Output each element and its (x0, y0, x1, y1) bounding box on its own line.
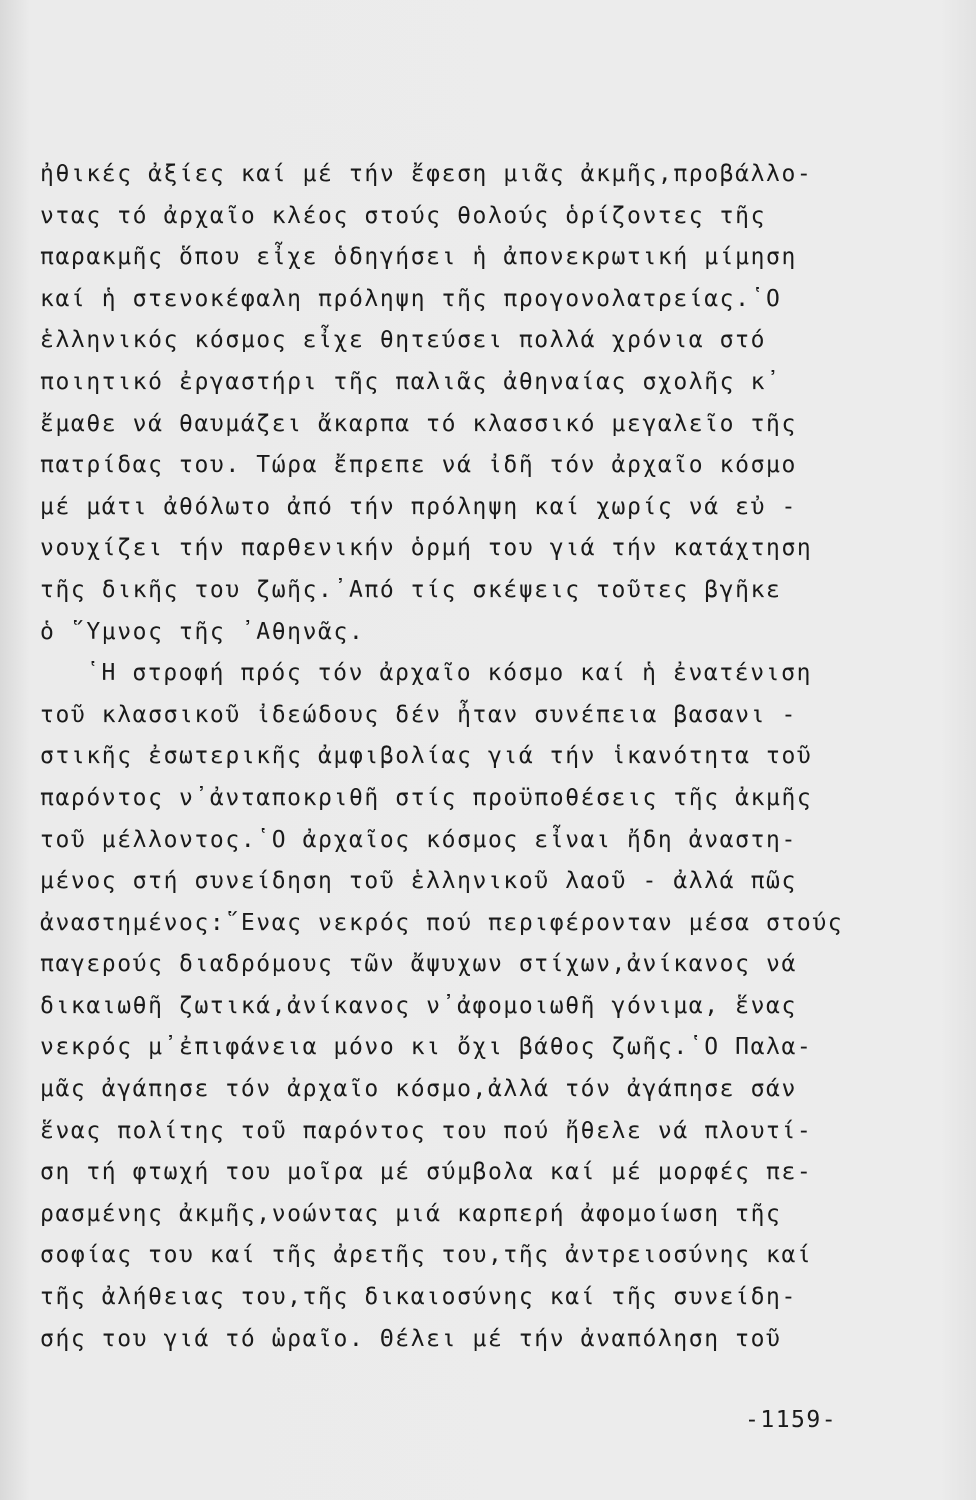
text-line: τῆς δικῆς του ζωῆς.᾽Από τίς σκέψεις τοῦτες βγῆκε (40, 576, 782, 603)
text-line: ἑλληνικός κόσμος εἶχε θητεύσει πολλά χρόνια στό (40, 327, 767, 354)
text-line: πατρίδας του. Τώρα ἔπρεπε νά ἰδῆ τόν ἀρχαῖο κόσμο (40, 452, 797, 479)
text-line: ἀναστημένος:῞Ενας νεκρός πού περιφέρονταν μέσα στούς (40, 909, 844, 936)
text-line: σοφίας του καί τῆς ἀρετῆς του,τῆς ἀντρειοσύνης καί (40, 1242, 813, 1269)
text-line: παγερούς διαδρόμους τῶν ἄψυχων στίχων,ἀνίκανος νά (40, 951, 797, 978)
text-line: ση τή φτωχή του μοῖρα μέ σύμβολα καί μέ μορφές πε- (40, 1159, 813, 1186)
text-line: δικαιωθῆ ζωτικά,ἀνίκανος ν᾽ἀφομοιωθῆ γόνιμα, ἕνας (40, 992, 797, 1019)
text-line: μέ μάτι ἀθόλωτο ἀπό τήν πρόληψη καί χωρίς νά εὐ - (40, 493, 797, 520)
text-line: παρόντος ν᾽ἀνταποκριθῆ στίς προϋποθέσεις τῆς ἀκμῆς (40, 784, 813, 811)
text-line: νουχίζει τήν παρθενικήν ὁρμή του γιά τήν κατάχτηση (40, 535, 813, 562)
text-line: ρασμένης ἀκμῆς,νοώντας μιά καρπερή ἀφομοίωση τῆς (40, 1200, 782, 1227)
text-line: ποιητικό ἐργαστήρι τῆς παλιᾶς ἀθηναίας σχολῆς κ᾽ (40, 368, 782, 395)
text-line: ἠθικές ἀξίες καί μέ τήν ἔφεση μιᾶς ἀκμῆς,προβάλλο- (40, 161, 813, 187)
text-line: μένος στή συνείδηση τοῦ ἑλληνικοῦ λαοῦ - ἀλλά πῶς (40, 868, 797, 895)
text-line: παρακμῆς ὅπου εἶχε ὁδηγήσει ἡ ἀπονεκρωτική μίμηση (40, 244, 797, 271)
body-text (40, 154, 940, 1360)
paragraph-start-line: ῾Η στροφή πρός τόν ἀρχαῖο κόσμο καί ἡ ἐνατένιση (86, 660, 813, 687)
text-line: τοῦ κλασσικοῦ ἰδεώδους δέν ἦταν συνέπεια βασανι - (40, 701, 797, 728)
text-line: ὁ ῞Υμνος τῆς ᾽Αθηνᾶς. (40, 618, 365, 645)
text-line: στικῆς ἐσωτερικῆς ἀμφιβολίας γιά τήν ἱκανότητα τοῦ (40, 743, 813, 770)
text-line: ντας τό ἀρχαῖο κλέος στούς θολούς ὁρίζοντες τῆς (40, 202, 767, 229)
text-line: ἕνας πολίτης τοῦ παρόντος του πού ἤθελε νά πλουτί- (40, 1117, 813, 1144)
page-number: -1159- (745, 1407, 838, 1433)
text-line: καί ἡ στενοκέφαλη πρόληψη τῆς προγονολατρείας.῾Ο (40, 285, 782, 312)
text-line: ἔμαθε νά θαυμάζει ἄκαρπα τό κλασσικό μεγαλεῖο τῆς (40, 410, 797, 437)
text-line: μᾶς ἀγάπησε τόν ἀρχαῖο κόσμο,ἀλλά τόν ἀγάπησε σάν (40, 1076, 797, 1103)
text-line: σής του γιά τό ὡραῖο. Θέλει μέ τήν ἀναπόληση τοῦ (40, 1325, 782, 1352)
text-line: τῆς ἀλήθειας του,τῆς δικαιοσύνης καί τῆς συνείδη- (40, 1284, 797, 1311)
text-line: τοῦ μέλλοντος.῾Ο ἀρχαῖος κόσμος εἶναι ἤδη ἀναστη- (40, 826, 797, 853)
text-line: νεκρός μ᾽ἐπιφάνεια μόνο κι ὄχι βάθος ζωῆς.῾Ο Παλα- (40, 1034, 813, 1061)
